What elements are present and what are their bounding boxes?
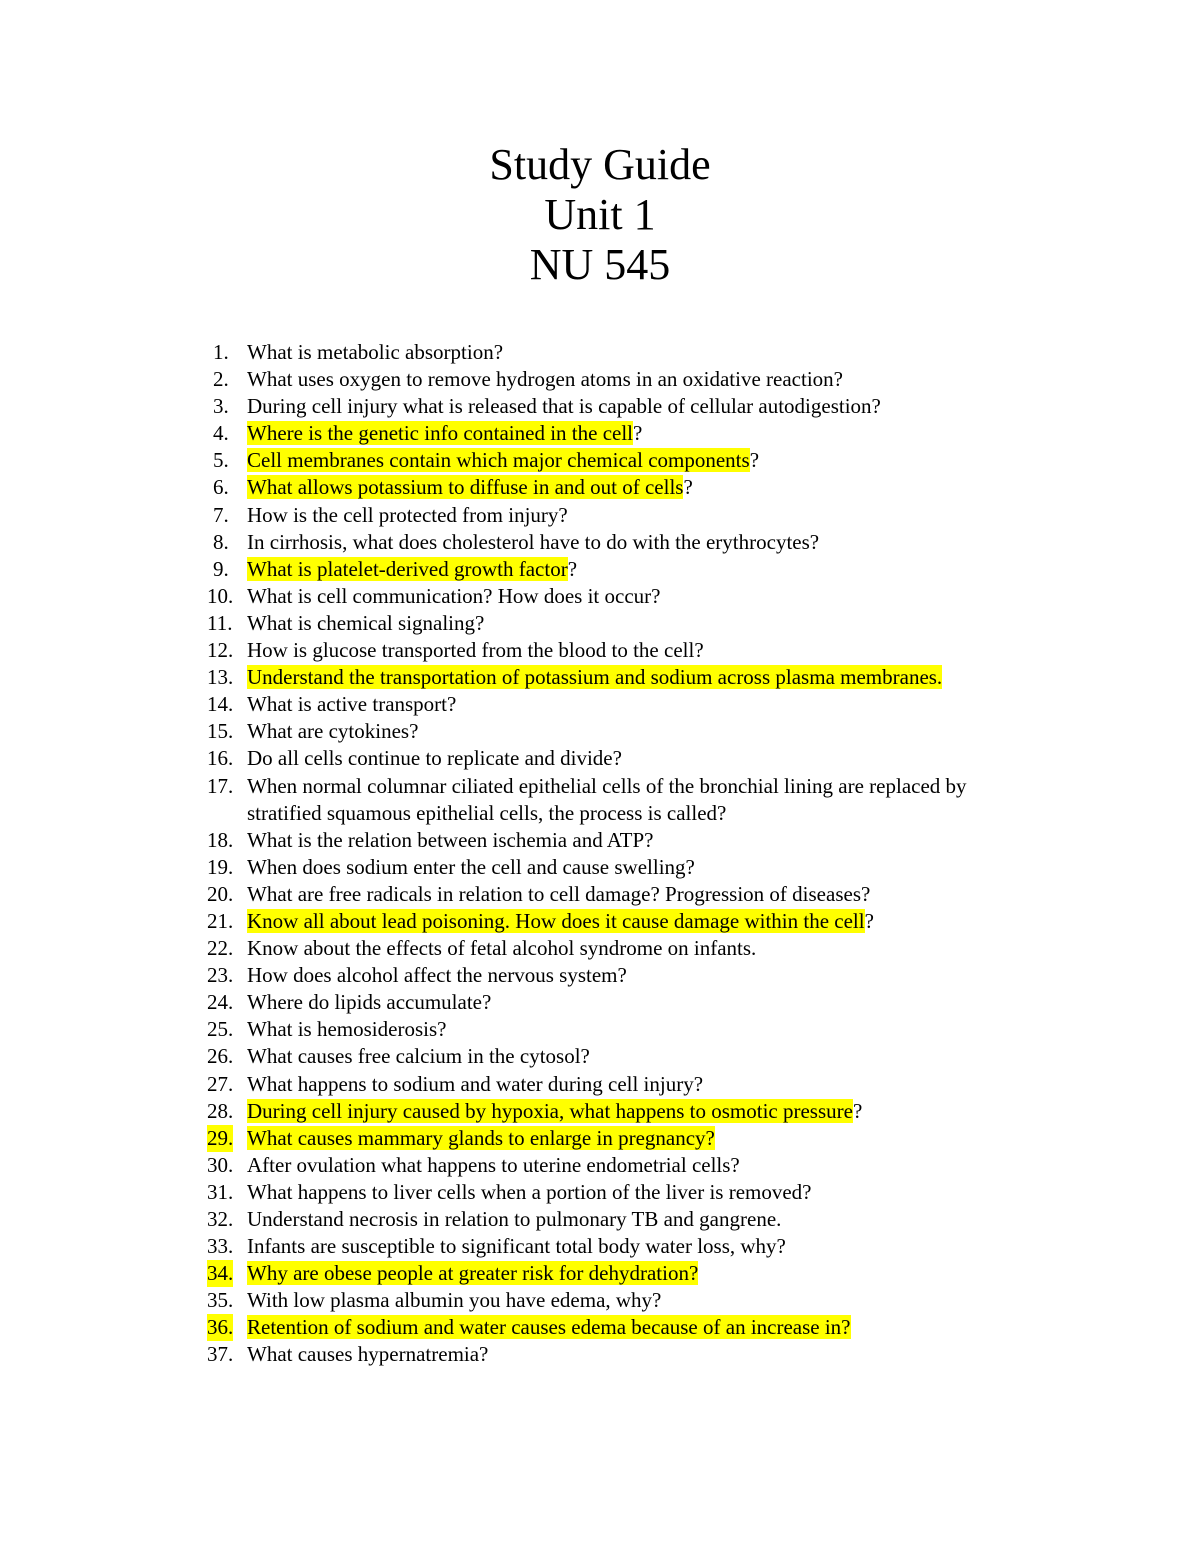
question-text: [247, 963, 627, 987]
question-text: [247, 746, 622, 770]
question-number: 32.: [207, 1207, 234, 1231]
question-item: [207, 718, 987, 745]
highlighted-text: Understand the transportation of potassium and sodium across plasma membranes.: [247, 665, 943, 690]
question-number: 21.: [207, 908, 234, 933]
question-text-segment: What happens to sodium and water during cell injury?: [247, 1071, 704, 1096]
highlighted-text: Where is the genetic info contained in the cell: [247, 421, 634, 446]
question-item: [207, 1071, 987, 1098]
question-number: 1.: [213, 340, 229, 364]
question-number: 15.: [207, 719, 234, 744]
title-line-course: NU 545: [529, 240, 671, 289]
question-item: [207, 610, 987, 637]
question-number: 30.: [207, 1152, 234, 1177]
question-text-segment: ?: [683, 475, 693, 500]
question-text-segment: ?: [864, 908, 874, 933]
question-item: [207, 420, 987, 447]
question-number: 26.: [207, 1044, 234, 1069]
question-item: [207, 583, 987, 610]
question-item: [207, 854, 987, 881]
question-text-segment: What are free radicals in relation to cell damage? Progression of diseases?: [247, 881, 871, 906]
question-text: [247, 909, 874, 933]
question-text-segment: What is hemosiderosis?: [247, 1017, 447, 1042]
title-line-unit: Unit 1: [544, 190, 656, 239]
question-text: [247, 855, 695, 879]
question-text: [247, 1153, 740, 1177]
question-text: [247, 367, 843, 391]
question-text-segment: During cell injury what is released that is capable of cellular autodigestion?: [247, 394, 881, 419]
question-item: [207, 691, 987, 718]
question-item: [207, 1341, 987, 1368]
question-text-segment: Understand necrosis in relation to pulmonary TB and gangrene.: [247, 1207, 782, 1231]
question-text: [247, 448, 759, 472]
question-text-segment: Do all cells continue to replicate and divide?: [247, 746, 622, 771]
question-text-segment: When does sodium enter the cell and cause swelling?: [247, 854, 695, 879]
question-text-segment: In cirrhosis, what does cholesterol have to do with the erythrocytes?: [247, 529, 820, 554]
question-number: 13.: [207, 665, 234, 690]
question-number: 25.: [207, 1017, 234, 1042]
question-item: [207, 1233, 987, 1260]
question-number: 24.: [207, 990, 234, 1015]
question-text: [247, 1126, 715, 1150]
question-number: 37.: [207, 1342, 234, 1367]
question-item: [207, 1098, 987, 1125]
question-text: [247, 1044, 590, 1068]
question-text-segment: ?: [749, 448, 760, 473]
question-text-segment: What is the relation between ischemia and ATP?: [247, 827, 654, 852]
question-text: [247, 611, 484, 635]
question-number: 19.: [207, 854, 234, 879]
highlighted-text: Why are obese people at greater risk for dehydration?: [247, 1261, 699, 1286]
question-item: [207, 664, 987, 691]
question-item: [207, 1260, 987, 1287]
question-number: 22.: [207, 936, 234, 961]
question-text: [247, 638, 704, 662]
question-text: [247, 530, 819, 554]
question-text-segment: How is glucose transported from the blood to the cell?: [247, 638, 704, 663]
question-item: [207, 745, 987, 772]
question-item: [207, 1179, 987, 1206]
question-text: [247, 882, 870, 906]
question-text-segment: What uses oxygen to remove hydrogen atoms in an oxidative reaction?: [247, 367, 843, 392]
question-item: [207, 1152, 987, 1179]
highlighted-text: Know all about lead poisoning. How does it cause damage within the cell: [247, 908, 865, 933]
question-item: [207, 908, 987, 935]
question-text-segment: Where do lipids accumulate?: [247, 990, 492, 1015]
question-text-segment: How is the cell protected from injury?: [247, 502, 568, 527]
question-text: [247, 394, 881, 418]
question-text: [247, 774, 967, 825]
question-text-segment: ?: [633, 421, 643, 446]
question-text: [247, 1234, 786, 1258]
question-text-segment: What causes free calcium in the cytosol?: [247, 1044, 590, 1069]
question-text: [247, 665, 942, 689]
question-text-segment: What is chemical signaling?: [247, 610, 485, 635]
question-number: 10.: [207, 583, 234, 608]
question-text: [247, 936, 756, 960]
question-text: [247, 828, 653, 852]
question-item: [207, 827, 987, 854]
document-title: [0, 140, 1200, 290]
question-text: [247, 340, 503, 364]
question-item: [207, 989, 987, 1016]
question-item: [207, 474, 987, 501]
question-text-segment: How does alcohol affect the nervous system?: [247, 963, 627, 988]
question-text: [247, 1342, 488, 1366]
question-text: [247, 1288, 661, 1312]
question-text-segment: What causes hypernatremia?: [247, 1342, 489, 1367]
question-text: [247, 1315, 851, 1339]
question-item: [207, 556, 987, 583]
question-text: [247, 557, 577, 581]
question-list: [207, 339, 987, 1369]
question-text-segment: What are cytokines?: [247, 719, 419, 744]
highlighted-text: What is platelet-derived growth factor: [247, 556, 568, 581]
question-number: 31.: [207, 1179, 234, 1204]
question-item: [207, 447, 987, 474]
question-text-segment: What happens to liver cells when a portion of the liver is removed?: [247, 1179, 812, 1204]
question-number: 12.: [207, 638, 234, 663]
question-text: [247, 1261, 698, 1285]
question-number: 2.: [213, 367, 229, 392]
question-item: [207, 773, 987, 827]
question-item: [207, 935, 987, 962]
question-item: [207, 502, 987, 529]
question-text-segment: After ovulation what happens to uterine endometrial cells?: [247, 1152, 740, 1177]
question-item: [207, 1287, 987, 1314]
question-item: [207, 637, 987, 664]
question-text-segment: With low plasma albumin you have edema, why?: [247, 1288, 662, 1313]
question-number: 6.: [213, 475, 229, 500]
question-number: 9.: [213, 556, 229, 581]
question-item: [207, 1043, 987, 1070]
question-text: [247, 1099, 862, 1123]
question-number: 23.: [207, 963, 234, 988]
question-number: 28.: [207, 1098, 234, 1123]
question-number: 4.: [213, 421, 229, 446]
question-item: [207, 366, 987, 393]
question-number: 3.: [213, 394, 229, 419]
question-text-segment: What is cell communication? How does it occur?: [247, 583, 661, 608]
question-text-segment: What is metabolic absorption?: [247, 340, 504, 364]
question-number: 27.: [207, 1071, 234, 1096]
question-text: [247, 1207, 781, 1231]
question-number: 7.: [213, 502, 229, 527]
highlighted-text: Retention of sodium and water causes edema because of an increase in?: [247, 1315, 851, 1340]
question-item: [207, 881, 987, 908]
question-text: [247, 719, 418, 743]
question-number: 16.: [207, 746, 234, 771]
question-text-segment: Infants are susceptible to significant total body water loss, why?: [247, 1234, 786, 1259]
question-item: [207, 962, 987, 989]
question-number: 35.: [207, 1288, 234, 1313]
question-text: [247, 475, 693, 499]
question-item: [207, 339, 987, 366]
question-number: 5.: [213, 448, 229, 473]
question-number: 8.: [213, 529, 229, 554]
question-item: [207, 1125, 987, 1152]
highlighted-text: Cell membranes contain which major chemical components: [247, 448, 750, 473]
question-number: 33.: [207, 1234, 234, 1259]
question-number: 20.: [207, 881, 234, 906]
highlighted-text: During cell injury caused by hypoxia, what happens to osmotic pressure: [247, 1098, 853, 1123]
question-text: [247, 421, 642, 445]
question-text: [247, 1072, 703, 1096]
question-text-segment: What is active transport?: [247, 692, 457, 717]
question-number: 36.: [207, 1314, 233, 1341]
question-number: 34.: [207, 1260, 233, 1287]
question-text-segment: ?: [567, 556, 578, 581]
question-number: 14.: [207, 692, 234, 717]
highlighted-text: What causes mammary glands to enlarge in pregnancy?: [247, 1125, 715, 1150]
question-number: 18.: [207, 827, 234, 852]
question-item: [207, 529, 987, 556]
question-text: [247, 584, 660, 608]
question-text: [247, 1017, 446, 1041]
title-line-study-guide: Study Guide: [489, 140, 711, 189]
question-text-segment: ?: [852, 1098, 863, 1123]
question-text: [247, 503, 568, 527]
question-text-segment: Know about the effects of fetal alcohol syndrome on infants.: [247, 936, 757, 961]
question-text: [247, 990, 491, 1014]
question-item: [207, 1016, 987, 1043]
question-text: [247, 1180, 812, 1204]
question-text-segment: When normal columnar ciliated epithelial cells of the bronchial lining are replaced by stratified squamous epithelial cells, the process is called?: [247, 773, 967, 825]
question-item: [207, 1314, 987, 1341]
question-text: [247, 692, 456, 716]
question-item: [207, 393, 987, 420]
question-item: [207, 1206, 987, 1233]
highlighted-text: What allows potassium to diffuse in and out of cells: [247, 475, 684, 500]
question-number: 11.: [207, 610, 233, 635]
question-number: 29.: [207, 1125, 233, 1152]
question-number: 17.: [207, 773, 234, 798]
